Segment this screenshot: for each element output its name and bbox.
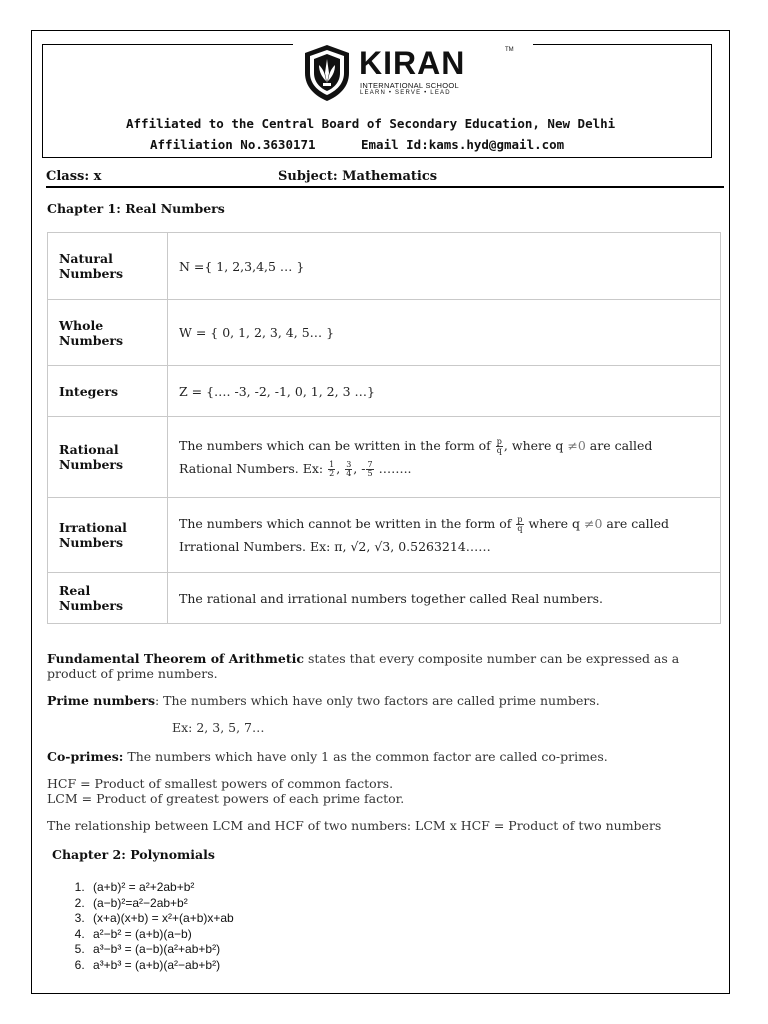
- table-row: [48, 573, 721, 624]
- comma: ,: [336, 461, 341, 476]
- definition-text: are called Irrational Numbers. Ex: π, √2, √3, 0.5263214……: [179, 516, 670, 554]
- list-item: 5. a³−b³ = (a−b)(a²+ab+b²): [88, 942, 234, 958]
- fraction-numerator: p: [496, 437, 502, 446]
- trademark-mark: TM: [505, 47, 514, 53]
- logo-motto: LEARN • SERVE • LEAD: [360, 90, 451, 96]
- list-item: 2. (a−b)²=a²−2ab+b²: [88, 896, 234, 912]
- lcm-line: LCM = Product of greatest powers of each prime factor.: [47, 791, 405, 806]
- definition-text: , where q: [503, 438, 564, 453]
- term-cell: Integers: [48, 366, 168, 417]
- shield-crest-icon: [301, 43, 353, 103]
- table-row: [48, 417, 721, 498]
- definition-cell: W = { 0, 1, 2, 3, 4, 5… }: [168, 300, 721, 366]
- table-row: [48, 233, 721, 300]
- class-label: Class: x: [46, 169, 102, 184]
- chapter2-title: Chapter 2: Polynomials: [52, 847, 215, 862]
- fraction-denominator: 4: [346, 469, 352, 478]
- comma: ,: [353, 461, 358, 476]
- prime-term: Prime numbers: [47, 693, 155, 708]
- fta-term: Fundamental Theorem of Arithmetic: [47, 651, 304, 666]
- polynomial-identities-list: [55, 880, 234, 973]
- fraction-numerator: 1: [329, 460, 335, 469]
- class-subject-line: [46, 168, 724, 188]
- hcf-line: HCF = Product of smallest powers of common factors.: [47, 776, 394, 791]
- coprime-term: Co-primes:: [47, 749, 124, 764]
- fraction-numerator: 3: [346, 460, 352, 469]
- table-row: [48, 498, 721, 573]
- lcm-hcf-relationship: The relationship between LCM and HCF of two numbers: LCM x HCF = Product of two numbers: [47, 818, 662, 833]
- table-row: [48, 300, 721, 366]
- not-equal-zero: ≠0: [584, 516, 603, 531]
- definition-cell: N ={ 1, 2,3,4,5 … }: [168, 233, 721, 300]
- minus-sign: -: [361, 461, 366, 476]
- definition-cell: Z = {…. -3, -2, -1, 0, 1, 2, 3 …}: [168, 366, 721, 417]
- example-fraction: [345, 461, 352, 478]
- ellipsis: ……..: [378, 461, 412, 476]
- fraction-numerator: 7: [367, 460, 373, 469]
- chapter1-title: Chapter 1: Real Numbers: [47, 201, 225, 216]
- fraction-p-over-q: [496, 438, 503, 455]
- definition-text: are called Rational Numbers. Ex:: [179, 438, 653, 476]
- prime-text: : The numbers which have only two factors are called prime numbers.: [154, 693, 600, 708]
- not-equal-zero: ≠0: [567, 438, 586, 453]
- affiliation-board: Affiliated to the Central Board of Secondary Education, New Delhi: [126, 116, 616, 131]
- table-row: [48, 366, 721, 417]
- fraction-denominator: 2: [329, 469, 335, 478]
- logo-wordmark: KIRAN: [359, 45, 466, 81]
- term-cell: Rational Numbers: [48, 417, 168, 498]
- term-cell: Real Numbers: [48, 573, 168, 624]
- number-types-table: [47, 232, 721, 624]
- logo-subtitle: INTERNATIONAL SCHOOL: [360, 81, 459, 90]
- list-item: 1. (a+b)² = a²+2ab+b²: [88, 880, 234, 896]
- term-cell: Whole Numbers: [48, 300, 168, 366]
- definition-text: where q: [528, 516, 581, 531]
- fta-text: states that every composite number can be expressed as a product of prime numbers.: [47, 651, 680, 681]
- fraction-denominator: 5: [367, 469, 373, 478]
- prime-numbers-paragraph: [47, 694, 727, 709]
- example-fraction: [366, 461, 373, 478]
- school-logo: [293, 43, 533, 113]
- affiliation-number: Affiliation No.3630171: [150, 137, 316, 152]
- list-item: 3. (x+a)(x+b) = x²+(a+b)x+ab: [88, 911, 234, 927]
- fraction-p-over-q: [516, 516, 523, 533]
- fraction-numerator: p: [517, 515, 523, 524]
- definition-cell: [168, 498, 721, 573]
- definition-text: The numbers which cannot be written in the form of: [179, 516, 512, 531]
- school-header: [42, 44, 712, 158]
- fraction-denominator: q: [496, 446, 502, 455]
- list-item: 4. a²−b² = (a+b)(a−b): [88, 927, 234, 943]
- subject-label: Subject: Mathematics: [278, 169, 438, 184]
- prime-example: Ex: 2, 3, 5, 7…: [172, 720, 265, 735]
- fundamental-theorem-paragraph: [47, 652, 727, 681]
- school-email: Email Id:kams.hyd@gmail.com: [361, 137, 565, 152]
- example-fraction: [328, 461, 335, 478]
- fraction-denominator: q: [517, 524, 523, 533]
- term-cell: Irrational Numbers: [48, 498, 168, 573]
- definition-cell: The rational and irrational numbers together called Real numbers.: [168, 573, 721, 624]
- term-cell: Natural Numbers: [48, 233, 168, 300]
- coprime-text: The numbers which have only 1 as the common factor are called co-primes.: [123, 749, 608, 764]
- definition-text: The numbers which can be written in the form of: [179, 438, 491, 453]
- coprimes-paragraph: [47, 750, 727, 765]
- definition-cell: [168, 417, 721, 498]
- list-item: 6. a³+b³ = (a+b)(a²−ab+b²): [88, 958, 234, 974]
